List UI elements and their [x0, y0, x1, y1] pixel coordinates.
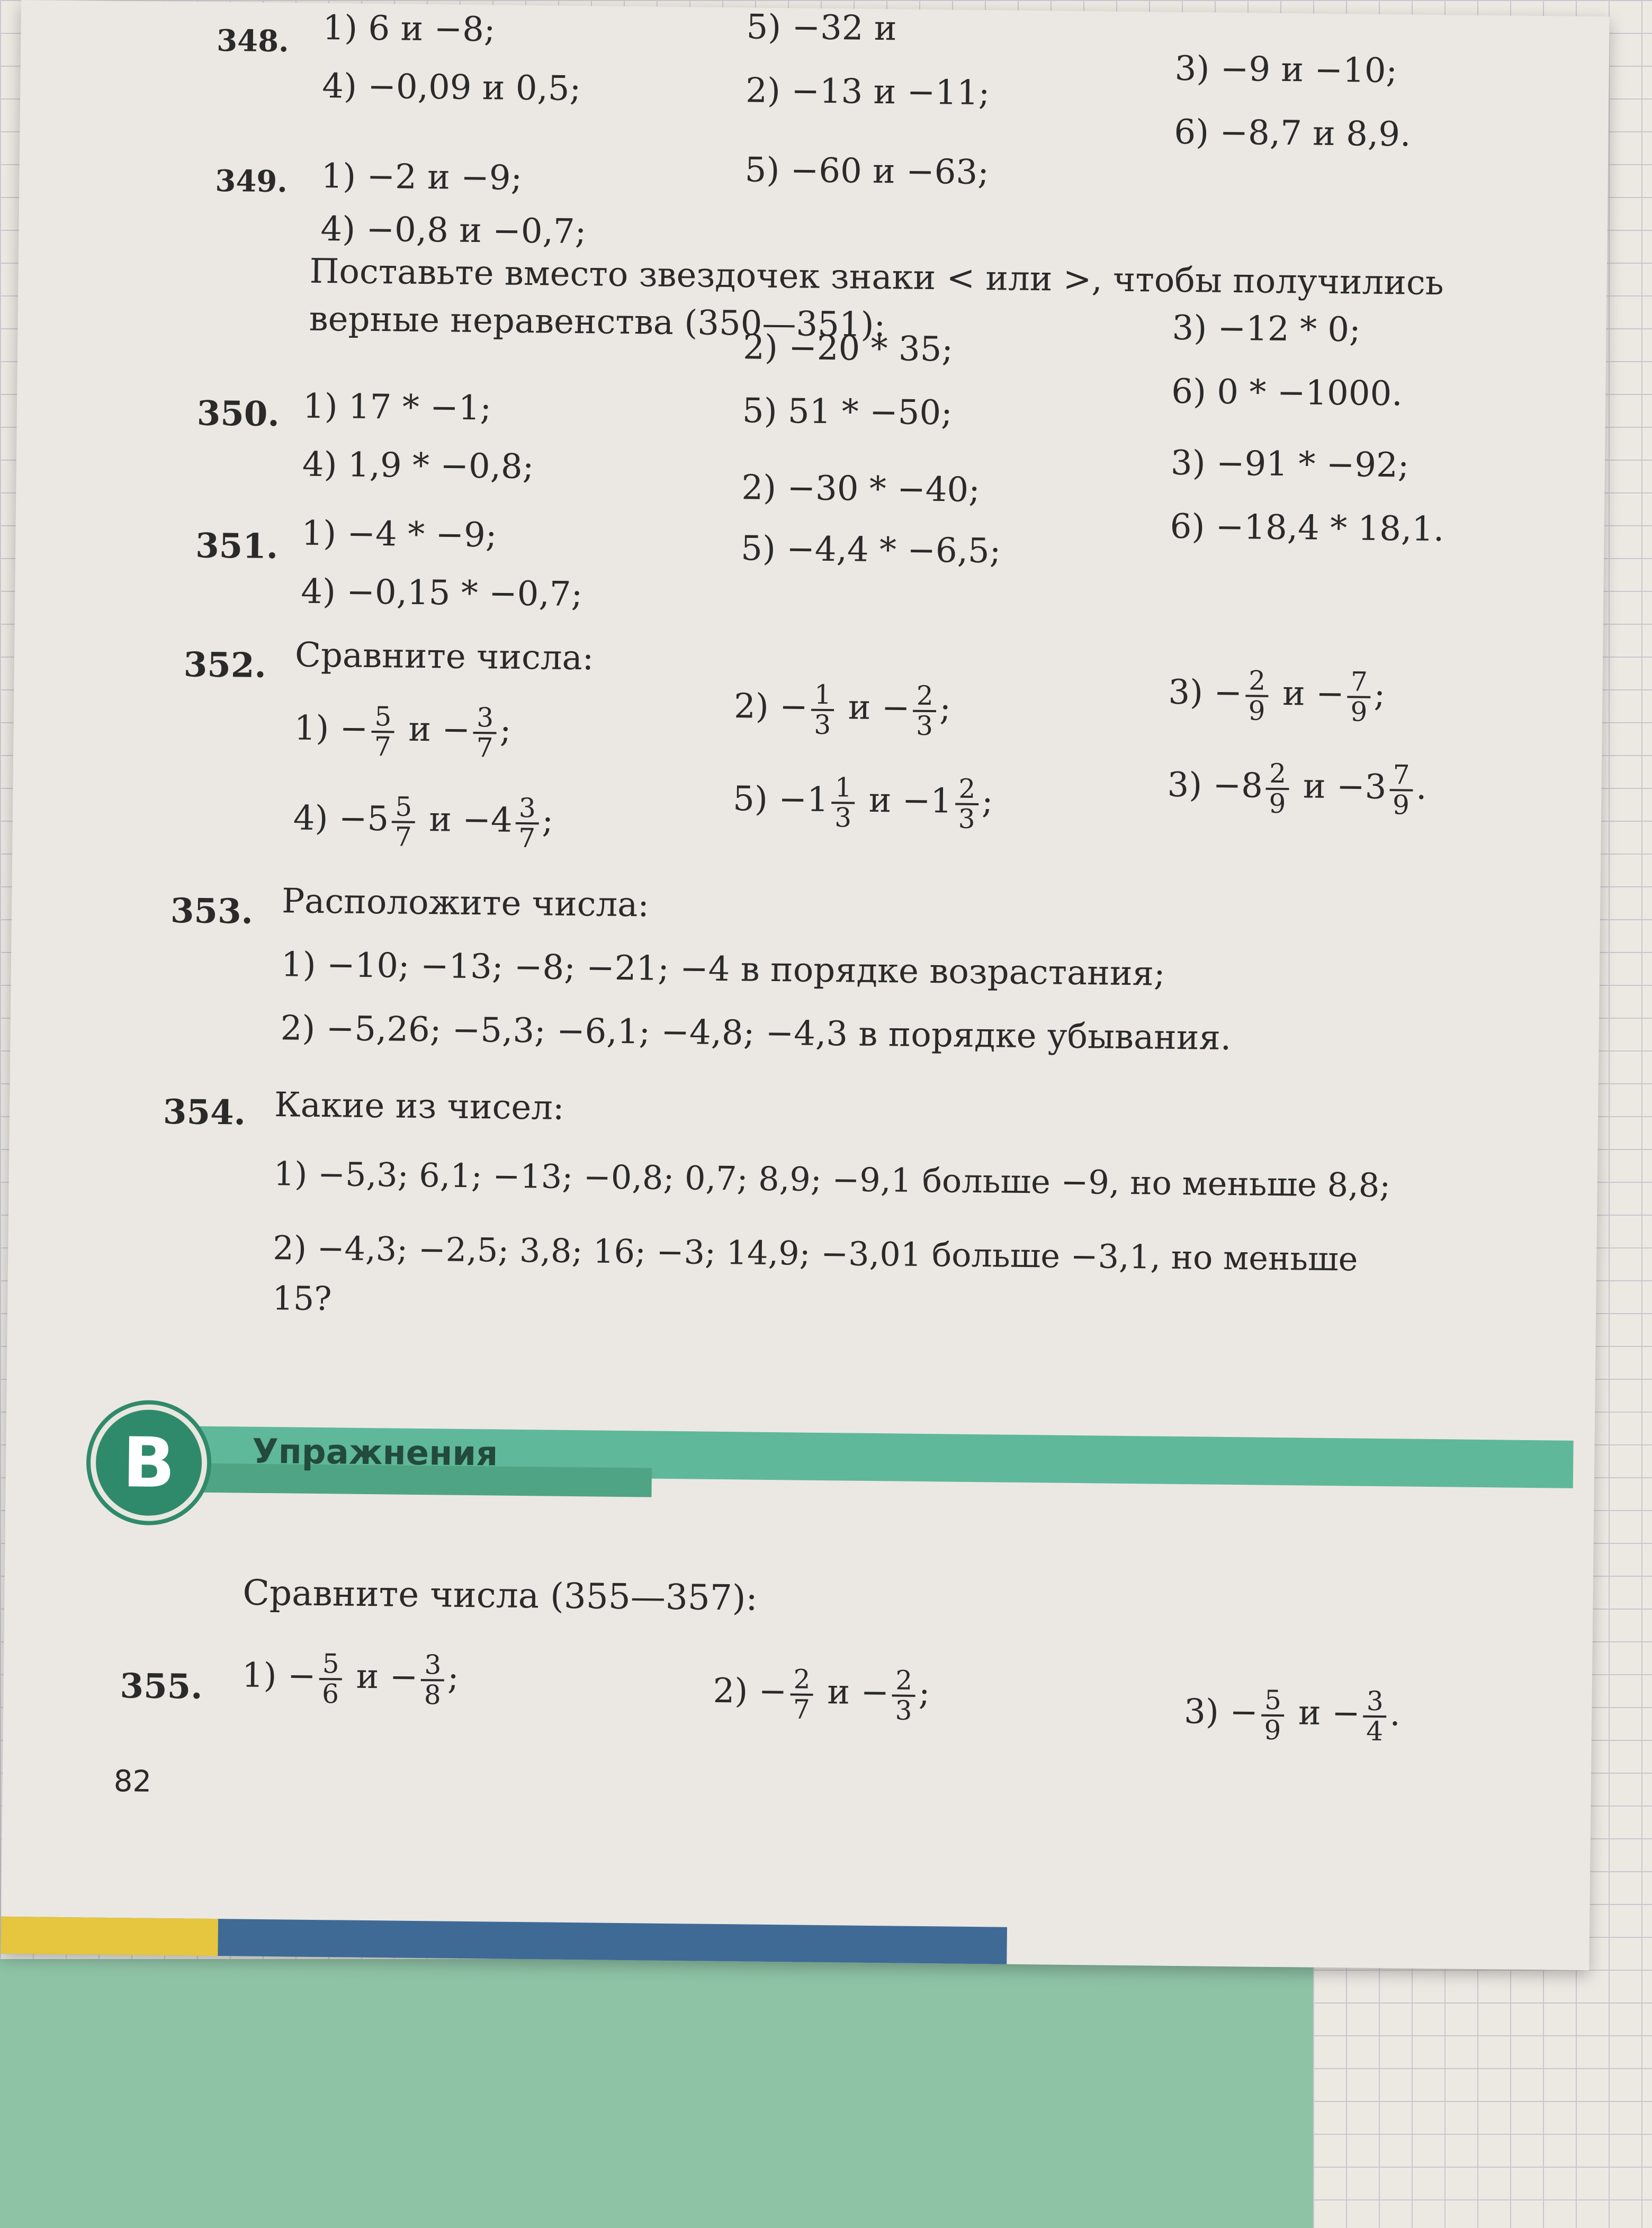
fraction: $\frac{5}{9}$ — [1261, 1686, 1285, 1744]
fraction: $\frac{5}{7}$ — [371, 703, 395, 760]
task-351-item: 1) −4 * −9; — [301, 514, 497, 555]
fraction: $\frac{3}{8}$ — [421, 1651, 445, 1709]
fraction: $\frac{2}{7}$ — [790, 1665, 814, 1723]
task-353-item: 1) −10; −13; −8; −21; −4 в порядке возрастания; — [281, 945, 1165, 994]
task-352-item: 1) − $\frac{5}{7}$ и − $\frac{3}{7}$ ; — [294, 701, 511, 763]
task-352-item: 3) −8 $\frac{2}{9}$ и −3 $\frac{7}{9}$ . — [1167, 758, 1427, 821]
task-355-item: 2) − $\frac{2}{7}$ и − $\frac{2}{3}$ ; — [713, 1664, 930, 1726]
task-354-item: 1) −5,3; 6,1; −13; −0,8; 0,7; 8,9; −9,1 больше −9, но меньше 8,8; — [273, 1154, 1391, 1205]
task-352-number: 352. — [183, 645, 267, 686]
task-351-item: 3) −91 * −92; — [1170, 443, 1409, 486]
fraction: $\frac{3}{7}$ — [473, 704, 497, 761]
page-number: 82 — [113, 1764, 152, 1799]
fraction: $\frac{5}{7}$ — [392, 793, 416, 850]
fraction: $\frac{2}{3}$ — [955, 775, 979, 833]
fraction: $\frac{1}{3}$ — [831, 774, 855, 831]
task-352-item: 5) −1 $\frac{1}{3}$ и −1 $\frac{2}{3}$ ; — [732, 772, 993, 834]
task-351-item: 4) −0,15 * −0,7; — [300, 572, 583, 615]
task-352-item: 3) − $\frac{2}{9}$ и − $\frac{7}{9}$ ; — [1168, 665, 1386, 727]
task-350-item: 1) 17 * −1; — [302, 387, 492, 428]
instruction-line: Сравните числа (355—357): — [243, 1572, 758, 1619]
task-355-number: 355. — [120, 1666, 203, 1707]
task-353-heading: Расположите числа: — [281, 882, 650, 925]
task-351-item: 5) −4,4 * −6,5; — [740, 529, 1001, 571]
task-349-item: 5) −60 и −63; — [744, 150, 990, 193]
task-349-item: 4) −0,8 и −0,7; — [320, 209, 587, 252]
section-title: Упражнения — [252, 1432, 498, 1474]
textbook-page — [1, 0, 1609, 1970]
task-351-number: 351. — [195, 526, 279, 567]
task-351-item: 6) −18,4 * 18,1. — [1170, 507, 1444, 550]
task-354-heading: Какие из чисел: — [274, 1085, 564, 1128]
fraction: $\frac{2}{9}$ — [1265, 760, 1289, 817]
fraction: $\frac{2}{3}$ — [892, 1666, 915, 1724]
task-348-item: 5) −32 и — [746, 7, 897, 49]
page-edge-yellow — [1, 1917, 218, 1956]
task-350-item: 2) −20 * 35; — [742, 328, 954, 370]
task-353-item: 2) −5,26; −5,3; −6,1; −4,8; −4,3 в порядке убывания. — [280, 1009, 1232, 1058]
task-348-item: 6) −8,7 и 8,9. — [1174, 112, 1411, 155]
task-349-item: 1) −2 и −9; — [321, 156, 523, 198]
task-353-number: 353. — [170, 891, 254, 932]
task-355-item: 1) − $\frac{5}{6}$ и − $\frac{3}{8}$ ; — [241, 1648, 460, 1710]
fraction: $\frac{2}{3}$ — [913, 682, 937, 740]
task-350-item: 6) 0 * −1000. — [1171, 372, 1403, 414]
task-354-number: 354. — [163, 1092, 246, 1133]
task-350-item: 5) 51 * −50; — [742, 391, 953, 433]
task-348-number: 348. — [216, 23, 289, 59]
task-350-number: 350. — [196, 393, 280, 435]
fraction: $\frac{1}{3}$ — [811, 681, 834, 739]
task-352-heading: Сравните числа: — [294, 635, 594, 678]
task-348-item: 1) 6 и −8; — [322, 8, 496, 50]
task-348-item: 2) −13 и −11; — [745, 71, 990, 113]
fraction: $\frac{7}{9}$ — [1347, 668, 1371, 725]
fraction: $\frac{3}{7}$ — [515, 794, 539, 852]
instruction-line: Поставьте вместо звездочек знаки < или >, чтобы получились — [309, 251, 1444, 303]
task-354-item: 15? — [272, 1279, 332, 1318]
task-352-item: 4) −5 $\frac{5}{7}$ и −4 $\frac{3}{7}$ ; — [293, 791, 554, 854]
green-cover — [0, 1959, 1313, 2228]
task-348-item: 4) −0,09 и 0,5; — [321, 66, 581, 109]
task-349-number: 349. — [215, 163, 288, 200]
task-354-item: 2) −4,3; −2,5; 3,8; 16; −3; 14,9; −3,01 больше −3,1, но меньше — [272, 1228, 1358, 1279]
instruction-line: верные неравенства (350—351): — [309, 299, 886, 345]
fraction: $\frac{5}{6}$ — [319, 1650, 343, 1708]
fraction: $\frac{7}{9}$ — [1389, 761, 1413, 819]
task-348-item: 3) −9 и −10; — [1174, 49, 1398, 91]
section-banner — [112, 1409, 1574, 1504]
task-350-item: 4) 1,9 * −0,8; — [302, 445, 534, 487]
fraction: $\frac{3}{4}$ — [1363, 1687, 1387, 1745]
section-badge: B — [90, 1404, 208, 1522]
task-351-item: 2) −30 * −40; — [741, 468, 981, 510]
task-352-item: 2) − $\frac{1}{3}$ и − $\frac{2}{3}$ ; — [733, 679, 951, 741]
task-350-item: 3) −12 * 0; — [1172, 308, 1361, 350]
task-355-item: 3) − $\frac{5}{9}$ и − $\frac{3}{4}$ . — [1183, 1684, 1401, 1747]
fraction: $\frac{2}{9}$ — [1245, 667, 1269, 724]
